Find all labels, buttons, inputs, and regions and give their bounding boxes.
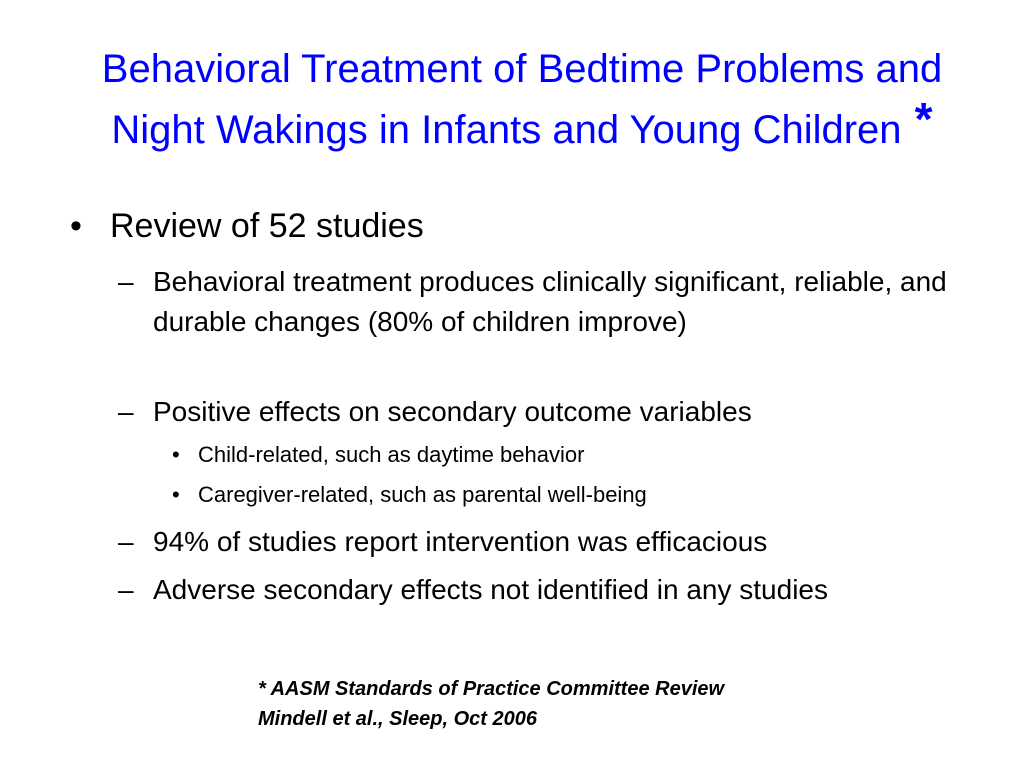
footnote-line-2: Mindell et al., Sleep, Oct 2006	[258, 708, 537, 730]
bullet-main-marker: •	[70, 207, 82, 245]
sub-bullet-2-text: Positive effects on secondary outcome variables	[153, 396, 752, 427]
sub-bullet-4	[118, 570, 988, 610]
footnote	[258, 674, 724, 734]
slide-title	[20, 40, 1024, 159]
sub-bullet-1-text: Behavioral treatment produces clinically significant, reliable, and durable changes (80% of children improve)	[153, 266, 947, 337]
sub-bullet-3-marker: –	[118, 526, 134, 557]
sub-bullet-3-text: 94% of studies report intervention was efficacious	[153, 526, 768, 557]
sub-bullet-1	[118, 262, 988, 342]
sub-sub-bullet-2-text: Caregiver-related, such as parental well-being	[198, 482, 647, 507]
bullet-main-text: Review of 52 studies	[110, 207, 424, 245]
title-asterisk: *	[914, 93, 933, 145]
sub-bullet-1-marker: –	[118, 266, 134, 297]
sub-bullet-4-text: Adverse secondary effects not identified in any studies	[153, 574, 828, 605]
sub-bullet-2-marker: –	[118, 396, 134, 427]
sub-bullet-3	[118, 522, 988, 562]
sub-bullet-2	[118, 392, 988, 432]
title-line-2-text: Night Wakings in Infants and Young Children	[111, 108, 902, 152]
footnote-line-1: * AASM Standards of Practice Committee Review	[258, 678, 725, 700]
title-line-1: Behavioral Treatment of Bedtime Problems and	[101, 47, 943, 91]
sub-bullet-4-marker: –	[118, 574, 134, 605]
sub-sub-bullet-1-text: Child-related, such as daytime behavior	[198, 442, 585, 467]
sub-sub-bullet-1-marker: •	[172, 442, 180, 467]
sub-sub-bullet-2-marker: •	[172, 482, 180, 507]
title-line-2	[20, 93, 1024, 159]
